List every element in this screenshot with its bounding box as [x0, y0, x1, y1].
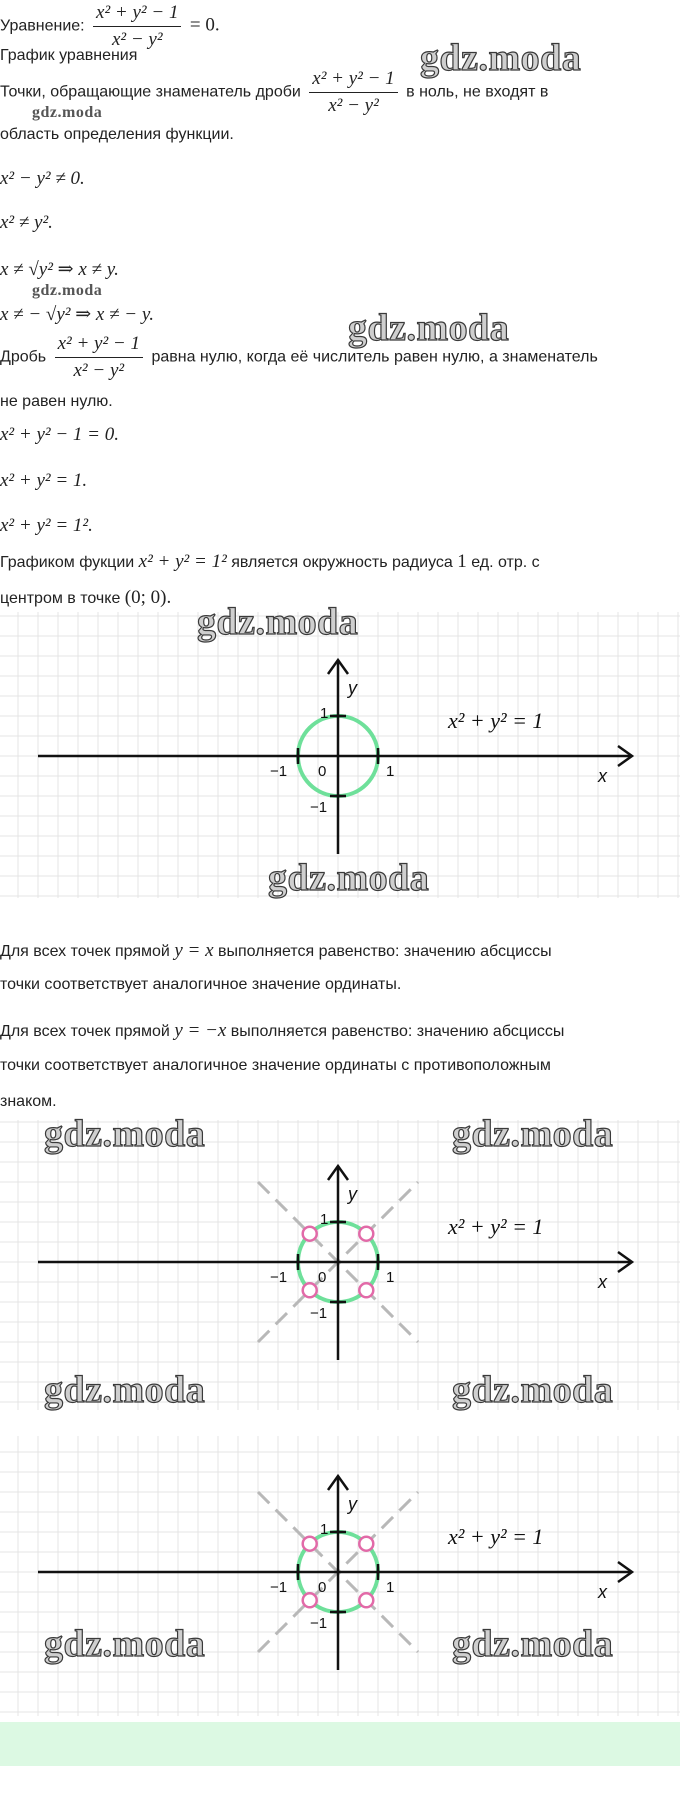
math-line-6: x² + y² = 1. — [0, 470, 88, 491]
watermark-logo: gdz.moda — [44, 1369, 206, 1411]
text: Графиком фукции — [0, 554, 135, 571]
watermark-logo: gdz.moda — [452, 1369, 614, 1411]
graph-circle-with-lines — [0, 1120, 680, 1410]
watermark-logo: gdz.moda — [268, 857, 430, 899]
paragraph-circle-cont — [0, 587, 171, 609]
text: ед. отр. с — [471, 554, 540, 571]
clipped-heading: График уравнения — [0, 47, 138, 64]
equation-fraction — [93, 2, 181, 51]
tick-label-x-1: 1 — [386, 1269, 395, 1286]
math-line-7: x² + y² = 1². — [0, 515, 93, 536]
paragraph-domain-cont: область определения функции. — [0, 126, 234, 143]
intersection-point — [359, 1537, 373, 1551]
math-line-2: x² ≠ y². — [0, 212, 53, 233]
equation-line — [0, 2, 220, 51]
watermark-logo: gdz.moda — [44, 1113, 206, 1155]
math-line-5: x² + y² − 1 = 0. — [0, 424, 119, 445]
equation-tail: = 0. — [189, 14, 220, 36]
intersection-point — [303, 1593, 317, 1607]
fraction-numerator: x² + y² − 1 — [309, 68, 397, 93]
text: Дробь — [0, 348, 47, 366]
paragraph-line-y-eq-neg-x — [0, 1020, 564, 1042]
text: является окружность радиуса — [231, 554, 453, 571]
tick-label-x-1: 1 — [386, 763, 395, 780]
tick-label-y-neg1: −1 — [310, 1305, 328, 1322]
watermark-logo: gdz.moda — [452, 1113, 614, 1155]
text: центром в точке — [0, 590, 121, 607]
paragraph-line-y-eq-x — [0, 940, 552, 962]
inline-fraction — [55, 333, 143, 382]
math-line-1: x² − y² ≠ 0. — [0, 168, 85, 189]
paragraph-circle — [0, 551, 540, 573]
tick-label-x-neg1: −1 — [270, 1269, 288, 1286]
tick-label-y-1: 1 — [320, 1521, 329, 1538]
text: в ноль, не входят в — [406, 83, 549, 101]
fraction-denominator: x² − y² — [328, 95, 379, 116]
math-line-3: x ≠ √y² ⇒ x ≠ y. — [0, 259, 119, 280]
intersection-point — [359, 1593, 373, 1607]
watermark-logo: gdz.moda — [420, 37, 582, 79]
paragraph-line-y-eq-neg-x-cont: точки соответствует аналогичное значение ординаты с противоположным — [0, 1057, 551, 1074]
graph-svg — [0, 1120, 680, 1410]
tick-label-y-1: 1 — [320, 705, 329, 722]
paragraph-line-y-eq-neg-x-end: знаком. — [0, 1093, 57, 1110]
watermark-logo: gdz.moda — [452, 1623, 614, 1665]
axis-label-x: x — [598, 766, 607, 786]
math: (0; 0). — [124, 587, 172, 608]
paragraph-line-y-eq-x-cont: точки соответствует аналогичное значение ординаты. — [0, 976, 402, 993]
intersection-point — [359, 1283, 373, 1297]
graph-circle-with-lines-final — [0, 1436, 680, 1716]
math: 1 — [457, 551, 467, 572]
tick-label-y-1: 1 — [320, 1211, 329, 1228]
math: y = x — [174, 940, 214, 961]
fraction-denominator: x² − y² — [73, 360, 125, 381]
text: Для всех точек прямой — [0, 1023, 170, 1040]
fraction-denominator: x² − y² — [111, 29, 163, 50]
tick-label-y-neg1: −1 — [310, 799, 328, 816]
fraction-numerator: x² + y² − 1 — [55, 333, 143, 358]
math: x² + y² = 1² — [138, 551, 227, 572]
watermark-logo: gdz.moda — [197, 601, 359, 643]
answer-band — [0, 1722, 680, 1766]
math-line-4: x ≠ − √y² ⇒ x ≠ − y. — [0, 304, 154, 325]
tick-label-y-neg1: −1 — [310, 1615, 328, 1632]
math: y = −x — [174, 1020, 227, 1041]
graph-svg — [0, 1436, 680, 1716]
fraction-numerator: x² + y² − 1 — [93, 2, 181, 27]
graph-equation: x² + y² = 1 — [448, 1524, 544, 1549]
axis-label-y: y — [348, 678, 357, 698]
text: выполняется равенство: значению абсциссы — [230, 1023, 565, 1040]
paragraph-fraction-zero-cont: не равен нулю. — [0, 393, 113, 410]
graph-equation: x² + y² = 1 — [448, 1214, 544, 1239]
axis-label-y: y — [348, 1184, 357, 1204]
watermark-logo: gdz.moda — [32, 282, 103, 299]
origin-label: 0 — [318, 1579, 327, 1596]
intersection-point — [359, 1227, 373, 1241]
axis-label-x: x — [598, 1272, 607, 1292]
inline-fraction — [309, 68, 397, 117]
tick-label-x-neg1: −1 — [270, 1579, 288, 1596]
text: Для всех точек прямой — [0, 943, 170, 960]
origin-label: 0 — [318, 763, 327, 780]
graph-equation: x² + y² = 1 — [448, 708, 544, 733]
tick-label-x-1: 1 — [386, 1579, 395, 1596]
intersection-point — [303, 1227, 317, 1241]
watermark-logo: gdz.moda — [44, 1623, 206, 1665]
intersection-point — [303, 1283, 317, 1297]
text: равна нулю, когда её числитель равен нулю, а знаменатель — [151, 348, 598, 366]
equation-label: Уравнение: — [0, 17, 85, 35]
text: выполняется равенство: значению абсциссы — [217, 943, 552, 960]
axis-label-x: x — [598, 1582, 607, 1602]
origin-label: 0 — [318, 1269, 327, 1286]
watermark-logo: gdz.moda — [32, 104, 103, 121]
watermark-logo: gdz.moda — [348, 307, 510, 349]
axis-label-y: y — [348, 1494, 357, 1514]
intersection-point — [303, 1537, 317, 1551]
text: Точки, обращающие знаменатель дроби — [0, 83, 301, 101]
tick-label-x-neg1: −1 — [270, 763, 288, 780]
